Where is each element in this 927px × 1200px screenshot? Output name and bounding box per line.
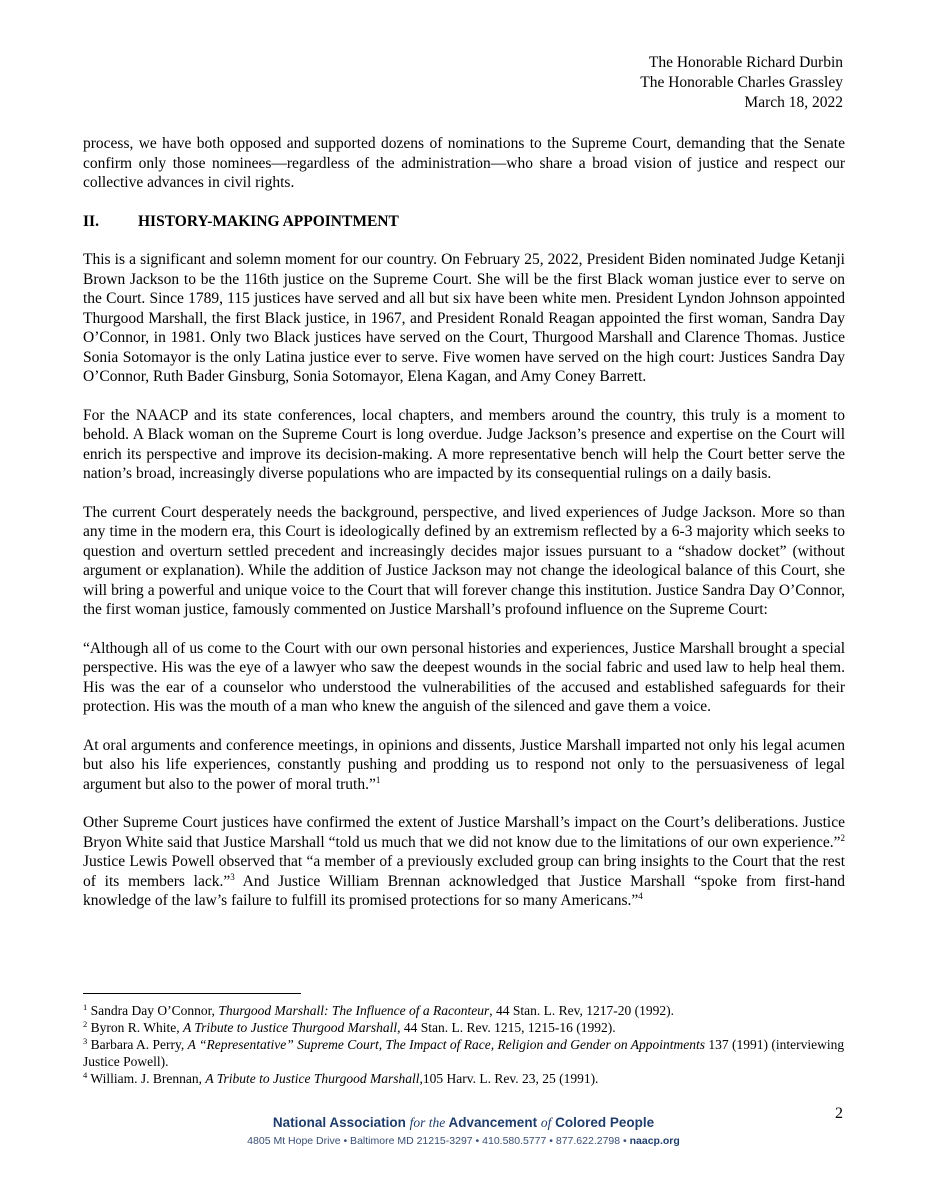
letter-body — [83, 134, 845, 930]
block-quote-1: “Although all of us come to the Court with our own personal histories and experiences, Justice Marshall brought a special perspective. His was the eye of a lawyer who saw the deepest wounds in the social fabric and used law to help heal them. His was the ear of a counselor who understood the vulnerabilities of the accused and established safeguards for their protection. His was the mouth of a man who knew the anguish of the silenced and gave them a voice. — [83, 639, 845, 715]
footer-org-part-3: Colored People — [551, 1115, 655, 1130]
page-number: 2 — [835, 1105, 843, 1122]
footnote-1 — [83, 1002, 845, 1019]
footnote-2-title: A Tribute to Justice Thurgood Marshall — [183, 1020, 398, 1035]
recipient-2: The Honorable Charles Grassley — [640, 74, 843, 91]
footer-address — [0, 1135, 927, 1147]
footnote-ref-4[interactable]: 4 — [638, 891, 643, 901]
footnote-3-title: A “Representative” Supreme Court, The Impact of Race, Religion and Gender on Appointments — [187, 1037, 706, 1052]
footnote-2-citation: , 44 Stan. L. Rev. 1215, 1215-16 (1992). — [397, 1020, 616, 1035]
section-title: HISTORY-MAKING APPOINTMENT — [138, 212, 399, 230]
footnote-2 — [83, 1019, 845, 1036]
footnote-1-number: 1 — [83, 1002, 88, 1012]
footer-organization-name — [0, 1115, 927, 1131]
footnotes — [83, 1002, 845, 1087]
paragraph-history: This is a significant and solemn moment for our country. On February 25, 2022, President Biden nominated Judge Ketanji Brown Jackson to be the 116th justice on the Supreme Court. She will be the first Black woman justice ever to serve on the Court. Since 1789, 115 justices have served and all but six have been white men. President Lyndon Johnson appointed Thurgood Marshall, the first Black justice, in 1967, and President Ronald Reagan appointed the first woman, Sandra Day O’Connor, in 1981. Only two Black justices have served on the Court, Thurgood Marshall and Clarence Thomas. Justice Sonia Sotomayor is the only Latina justice ever to serve. Five women have served on the high court: Justices Sandra Day O’Connor, Ruth Bader Ginsburg, Sonia Sotomayor, Elena Kagan, and Amy Coney Barrett. — [83, 251, 845, 385]
paragraph-current-court: The current Court desperately needs the background, perspective, and lived experiences of Judge Jackson. More so than any time in the modern era, this Court is ideologically defined by an extremism reflected by a 6-3 majority which seeks to question and overturn settled precedent and increasingly decides major issues pursuant to a “shadow docket” (without argument or explanation). While the addition of Justice Jackson may not change the ideological balance of this Court, she will bring a powerful and unique voice to the Court that will forever change this institution. Justice Sandra Day O’Connor, the first woman justice, famously commented on Justice Marshall’s profound influence on the Supreme Court: — [83, 503, 845, 618]
footnote-3 — [83, 1036, 845, 1070]
intro-paragraph: process, we have both opposed and supported dozens of nominations to the Supreme Court, demanding that the Senate confirm only those nominees—regardless of the administration—who share a broad vision of justice and respect our collective advances in civil rights. — [83, 135, 845, 191]
footer-org-part-2: Advancement — [445, 1115, 541, 1130]
footnote-2-author: Byron R. White, — [87, 1020, 183, 1035]
other-justices-text-c: And Justice William Brennan acknowledged that Justice Marshall “spoke from first-hand knowledge of the law’s failure to fulfill its promised protections for so many Americans.” — [83, 872, 845, 909]
letter-header — [640, 53, 843, 113]
other-justices-text-b: Justice Lewis Powell observed that “a member of a previously excluded group can bring insights to the Court that the rest of its members lack.” — [83, 853, 845, 890]
footnote-ref-1[interactable]: 1 — [375, 774, 381, 785]
footnote-3-author: Barbara A. Perry, — [87, 1037, 188, 1052]
section-heading — [83, 212, 845, 232]
footer-org-part-1: National Association — [272, 1115, 410, 1130]
footer-address-text: 4805 Mt Hope Drive • Baltimore MD 21215-3297 • 410.580.5777 • 877.622.2798 • — [247, 1135, 630, 1147]
footnote-1-citation: , 44 Stan. L. Rev, 1217-20 (1992). — [489, 1003, 675, 1018]
footnote-2-number: 2 — [83, 1019, 88, 1029]
recipient-1: The Honorable Richard Durbin — [648, 54, 843, 71]
footnote-ref-3[interactable]: 3 — [230, 871, 235, 882]
footnote-3-citation: 137 (1991) (interviewing Justice Powell). — [83, 1037, 845, 1069]
footnote-1-title: Thurgood Marshall: The Influence of a Raconteur — [218, 1003, 490, 1018]
footer-org-for-the: for the — [409, 1115, 446, 1130]
footer-website-link[interactable]: naacp.org — [629, 1135, 680, 1147]
block-quote-2 — [83, 736, 845, 795]
footnote-4-number: 4 — [83, 1070, 88, 1080]
footnote-1-author: Sandra Day O’Connor, — [87, 1003, 219, 1018]
footnote-3-number: 3 — [83, 1036, 88, 1046]
footnote-divider — [83, 993, 301, 994]
block-quote-2-text: At oral arguments and conference meetings, in opinions and dissents, Justice Marshall imparted not only his legal acumen but also his life experiences, constantly pushing and prodding us to respond not only to the persuasiveness of legal argument but also to the power of moral truth.” — [83, 736, 845, 793]
footnote-ref-2[interactable]: 2 — [840, 832, 845, 843]
footer-org-of: of — [540, 1115, 552, 1130]
letter-date: March 18, 2022 — [744, 94, 843, 111]
paragraph-other-justices — [83, 813, 845, 911]
section-number: II. — [83, 212, 99, 230]
other-justices-text-a: Other Supreme Court justices have confirmed the extent of Justice Marshall’s impact on the Court’s deliberations. Justice Bryon White said that Justice Marshall “told us much that we did not know due to the limitations of our own experience.” — [83, 814, 845, 851]
footnote-4-citation: ,105 Harv. L. Rev. 23, 25 (1991). — [419, 1071, 599, 1086]
footnote-4 — [83, 1070, 845, 1087]
footnote-4-author: William. J. Brennan, — [87, 1071, 206, 1086]
paragraph-naacp: For the NAACP and its state conferences, local chapters, and members around the country, this truly is a moment to behold. A Black woman on the Supreme Court is long overdue. Judge Jackson’s presence and expertise on the Court will enrich its perspective and improve its decision-making. A more representative bench will help the Court better serve the nation’s broad, increasingly diverse populations who are impacted by its consequential rulings on a daily basis. — [83, 406, 845, 482]
footnote-4-title: A Tribute to Justice Thurgood Marshall — [205, 1071, 420, 1086]
